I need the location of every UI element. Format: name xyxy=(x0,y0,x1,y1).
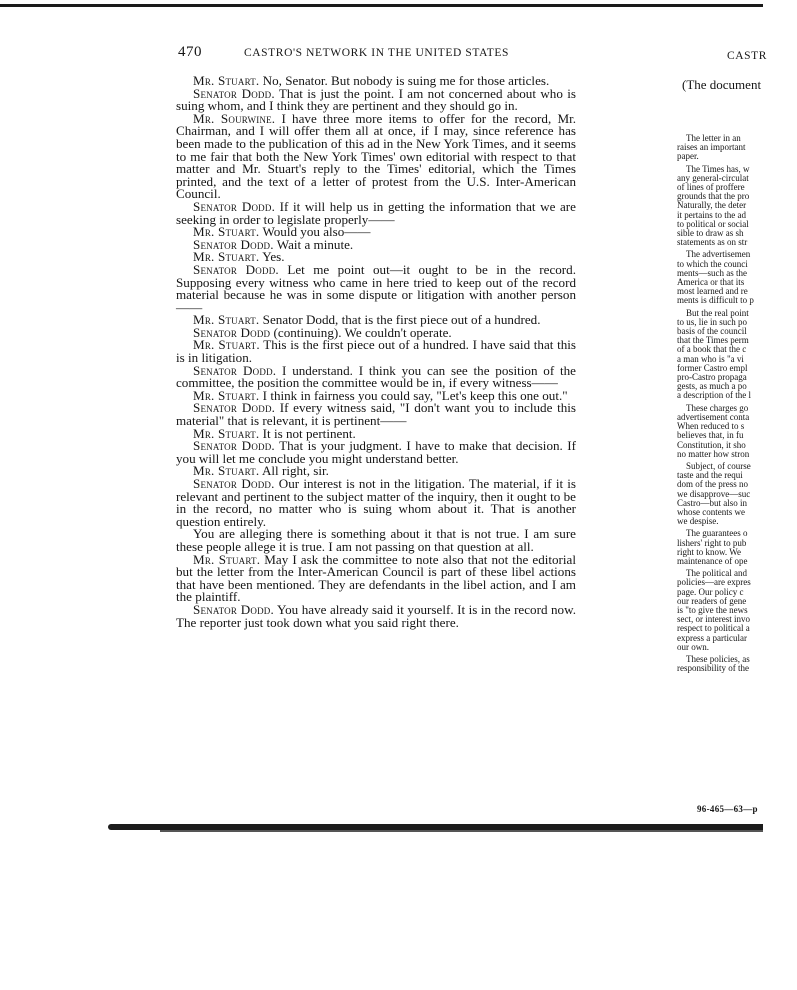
speaker-name: Mr. Stuart. xyxy=(193,337,260,353)
speaker-name: Mr. Sourwine. xyxy=(193,110,276,126)
speaker-name: Senator Dodd. xyxy=(193,236,274,252)
speech-text: I have three more items to offer for the record, Mr. Chairman, and I will offer them all at once, if I may, since reference has been made to the publication of this ad in the New York Times, and it seems to me fair that both the New York Times' own editorial with respect to that matter and Mr. Stuart's reply to the Times' editorial, which the Times printed, and the text of a letter of protest from the U.S. Inter-American Council. xyxy=(176,110,576,202)
right-column-line: right to know. We xyxy=(677,546,742,557)
right-column-line: Subject, of course xyxy=(686,460,751,471)
right-column-line: But the real point xyxy=(686,307,749,318)
speech-text: That is just the point. I am not concerned about who is suing whom, and I think they are pertinent and they should go in. xyxy=(176,85,576,114)
transcript-paragraph xyxy=(176,478,576,528)
right-column-line: ments is difficult to p xyxy=(677,295,754,306)
right-column-line: dom of the press no xyxy=(677,479,748,490)
right-column-line: ments—such as the xyxy=(677,267,747,278)
right-column-line: former Castro empl xyxy=(677,362,748,373)
right-column-line: of a book that the c xyxy=(677,344,747,355)
right-column-line: America or that its xyxy=(677,277,745,288)
right-column-line: to political or social xyxy=(677,218,749,229)
speech-text: This is the first piece out of a hundred. I have said that this is in litigation. xyxy=(176,337,577,366)
transcript-paragraph xyxy=(176,551,577,605)
speaker-name: Senator Dodd. xyxy=(193,198,276,214)
transcript-paragraph xyxy=(176,402,576,427)
speech-text: All right, sir. xyxy=(259,463,329,479)
right-column-line: The letter in an xyxy=(686,133,741,143)
transcript-body xyxy=(176,75,576,629)
right-column-line: responsibility of the xyxy=(677,663,749,674)
running-head: CASTRO'S NETWORK IN THE UNITED STATES xyxy=(244,47,509,59)
speaker-name: Mr. Stuart. xyxy=(193,249,260,265)
right-column-line: page. Our policy c xyxy=(677,586,744,597)
right-column-line: The advertisemen xyxy=(686,249,751,260)
right-column-line: These policies, as xyxy=(686,653,750,664)
speech-text: Wait a minute. xyxy=(273,236,354,252)
speech-text: If every witness said, "I don't want you to include this material" that is relevant, it is pertinent—— xyxy=(176,400,576,429)
right-column-line: that the Times perm xyxy=(677,335,749,346)
right-page-running-head: CASTR xyxy=(727,50,768,62)
speech-text: I understand. I think you can see the position of the committee, the position the committee would be in, if every witness—— xyxy=(176,362,576,391)
right-column-line: The Times has, w xyxy=(686,163,750,174)
speech-text: Would you also—— xyxy=(259,224,371,240)
speech-text: You are alleging there is something about it that is not true. I am sure these people allege it is true. I am not passing on that question at all. xyxy=(176,526,576,554)
right-column-line: we despise. xyxy=(677,516,719,527)
right-column-line: When reduced to s xyxy=(677,421,745,432)
transcript-paragraph xyxy=(176,440,576,465)
right-column-line: maintenance of ope xyxy=(677,555,748,566)
right-column-line: to which the counci xyxy=(677,258,748,269)
right-column-line: our readers of gene xyxy=(677,595,747,606)
right-column-line: we disapprove—suc xyxy=(677,488,751,499)
right-column-line: sible to draw as sh xyxy=(677,228,744,239)
speaker-name: Mr. Stuart. xyxy=(193,387,260,403)
speech-text: Yes. xyxy=(259,249,285,265)
right-column-line: Constitution, it sho xyxy=(677,439,746,450)
speaker-name: Senator Dodd. xyxy=(193,601,274,617)
right-column-line: a man who is "a vi xyxy=(677,353,744,364)
right-column-line: it pertains to the ad xyxy=(677,209,746,220)
right-column-line: believes that, in fu xyxy=(677,430,744,441)
speaker-name: Mr. Stuart. xyxy=(193,551,261,567)
transcript-paragraph xyxy=(176,528,576,553)
speaker-name: Mr. Stuart. xyxy=(193,224,260,240)
speech-text: Our interest is not in the litigation. The material, if it is relevant and pertinent to the subject matter of the inquiry, then it ought to be in the record, no matter who is suing whom about it. That is another question entirely. xyxy=(176,476,576,529)
speaker-name: Senator Dodd. xyxy=(193,400,276,416)
speaker-name: Mr. Stuart. xyxy=(193,463,260,479)
right-column-line: a description of the l xyxy=(677,390,751,401)
speech-text: (continuing). We couldn't operate. xyxy=(270,324,452,340)
right-column-line: statements as on str xyxy=(677,237,748,248)
speech-text: I think in fairness you could say, "Let's keep this one out." xyxy=(259,387,568,403)
transcript-paragraph xyxy=(176,339,576,364)
speech-text: Let me point out—it ought to be in the record. Supposing every witness who came in here tried to keep out of the record material because he was in some dispute or litigation with another person—— xyxy=(176,261,576,315)
footer-print-code: 96-465—63—p xyxy=(697,804,758,814)
speech-text: No, Senator. But nobody is suing me for those articles. xyxy=(259,73,550,88)
transcript-paragraph xyxy=(176,85,576,114)
speaker-name: Mr. Stuart. xyxy=(193,425,260,441)
right-column-line: of lines of proffere xyxy=(677,182,745,193)
right-column-line: whose contents we xyxy=(677,506,745,517)
right-column-line: Castro—but also in xyxy=(677,497,747,508)
right-column-line: our own. xyxy=(677,641,709,652)
speaker-name: Mr. Stuart. xyxy=(193,312,260,328)
right-column-line: respect to political a xyxy=(677,623,750,634)
right-page-document-note: (The document xyxy=(682,77,762,92)
speech-text: Senator Dodd, that is the first piece out of a hundred. xyxy=(259,312,541,328)
right-column-line: basis of the council xyxy=(677,326,747,337)
right-column-line: paper. xyxy=(677,151,699,162)
right-column-line: Naturally, the deter xyxy=(677,200,747,211)
speaker-name: Mr. Stuart. xyxy=(193,73,260,88)
speech-text: If it will help us in getting the information that we are seeking in order to legislate properly—— xyxy=(176,198,576,227)
right-column-line: to us, lie in such po xyxy=(677,316,747,327)
speech-text: That is your judgment. I have to make that decision. If you will let me conclude you might understand better. xyxy=(176,438,576,466)
right-column-line: taste and the requi xyxy=(677,470,743,481)
speaker-name: Senator Dodd. xyxy=(193,438,275,454)
right-column-line: The political and xyxy=(686,568,747,579)
page-header xyxy=(176,44,576,64)
speaker-name: Senator Dodd. xyxy=(193,85,275,101)
speaker-name: Senator Dodd. xyxy=(193,476,275,491)
right-column-line: raises an important xyxy=(677,142,746,153)
right-column-line: no matter how stron xyxy=(677,448,750,459)
right-column-line: These charges go xyxy=(686,402,749,413)
top-rule xyxy=(0,4,763,7)
right-column-line: express a particular xyxy=(677,632,747,643)
page-number: 470 xyxy=(178,44,202,60)
right-column-line: is "to give the news xyxy=(677,604,748,615)
right-column-line: any general-circulat xyxy=(677,172,749,183)
right-column-line: most learned and re xyxy=(677,286,748,297)
right-column-line: The guarantees o xyxy=(686,528,748,539)
transcript-paragraph xyxy=(176,261,576,315)
transcript-paragraph xyxy=(176,110,576,202)
right-column-line: sect, or interest invo xyxy=(677,614,750,625)
speech-text: It is not pertinent. xyxy=(259,425,356,441)
right-column-line: pro-Castro propaga xyxy=(677,372,747,383)
speaker-name: Senator Dodd xyxy=(193,324,271,340)
right-column-line: advertisement conta xyxy=(677,411,750,422)
right-column-line: gests, as much a po xyxy=(677,381,747,392)
bottom-rule-shadow xyxy=(160,830,763,832)
right-column-line: grounds that the pro xyxy=(677,191,750,202)
right-page-column xyxy=(677,134,797,673)
right-column-line: policies—are expres xyxy=(677,577,751,588)
speaker-name: Senator Dodd. xyxy=(193,362,277,378)
transcript-paragraph xyxy=(176,601,576,630)
speech-text: May I ask the committee to note also that not the editorial but the letter from the Inter-American Council is part of these libel actions that have been mentioned. They are defendants in the libel action, and I am the plaintiff. xyxy=(176,551,577,605)
right-column-line: lishers' right to pub xyxy=(677,537,747,548)
transcript-paragraph xyxy=(176,198,576,227)
speaker-name: Senator Dodd. xyxy=(193,261,279,277)
speech-text: You have already said it yourself. It is in the record now. The reporter just took down what you said right there. xyxy=(176,601,576,630)
transcript-paragraph xyxy=(176,362,576,391)
left-page xyxy=(176,44,577,630)
